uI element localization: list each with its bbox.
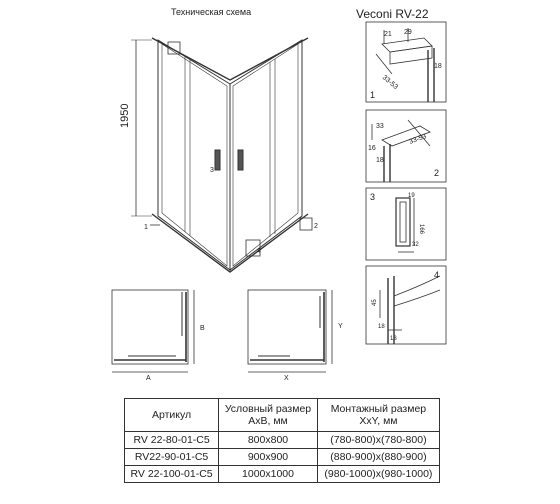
column-header-mount-size: Монтажный размер XxY, мм [317,399,439,432]
detail-3-dim-c: 32 [412,242,419,248]
detail-2-dim-c: 33-53 [408,133,428,146]
detail-1-dim-c: 33-53 [380,74,399,92]
table-header-row [125,399,440,432]
detail-2-number: 2 [434,168,440,178]
callout-1: 1 [144,224,148,231]
spec-table [124,398,440,483]
article-cell: RV 22-80-01-C5 [125,432,219,449]
plan-view-xy [248,290,332,372]
model-name: Veconi RV-22 [356,7,429,21]
plan-depth-y: Y [338,323,343,330]
table-row [125,466,440,483]
nominal-size-cell: 900x900 [219,449,318,466]
mount-size-cell: (880-900)x(880-900) [317,449,439,466]
table-row [125,432,440,449]
mount-size-cell: (980-1000)x(980-1000) [317,466,439,483]
column-header-article: Артикул [125,399,219,432]
detail-2-dim-a: 33 [376,123,384,130]
detail-4-number: 4 [434,270,440,280]
document-title: Техническая схема [171,7,252,17]
detail-3-number: 3 [370,192,376,202]
detail-4-dim-a: 45 [372,299,378,306]
detail-4-dim-b: 18 [378,324,385,330]
callout-2: 2 [314,223,318,230]
detail-1-number: 1 [370,90,376,100]
mount-size-cell: (780-800)x(780-800) [317,432,439,449]
detail-1-dim-d: 18 [434,63,442,70]
callout-4: 4 [257,248,261,255]
detail-2-dim-d: 18 [376,157,384,164]
plan-view-ab [112,290,194,372]
nominal-size-cell: 800x800 [219,432,318,449]
detail-1-dim-a: 21 [384,31,392,38]
plan-depth-b: B [200,325,205,332]
detail-2-dim-b: 16 [368,145,376,152]
detail-4-dim-c: 18 [390,336,397,342]
callout-3: 3 [210,167,214,174]
article-cell: RV22-90-01-C5 [125,449,219,466]
detail-1-dim-b: 29 [404,29,412,36]
detail-3-dim-a: 19 [408,193,415,199]
height-label: 1950 [119,103,131,128]
plan-width-a: A [146,375,151,382]
table-row [125,449,440,466]
nominal-size-cell: 1000x1000 [219,466,318,483]
article-cell: RV 22-100-01-C5 [125,466,219,483]
detail-3 [366,188,446,260]
column-header-nominal-size: Условный размер AxB, мм [219,399,318,432]
plan-width-x: X [284,375,289,382]
detail-3-dim-b: 166 [418,224,424,235]
shower-enclosure-drawing [131,38,312,272]
